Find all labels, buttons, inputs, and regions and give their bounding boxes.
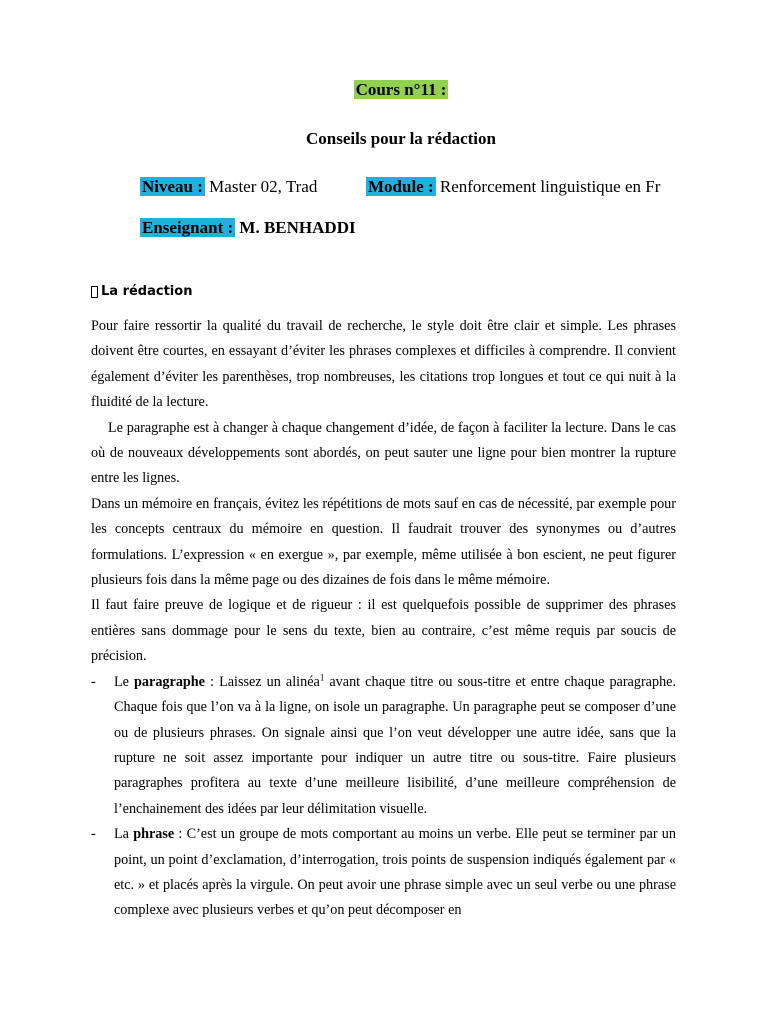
enseignant-value: M. BENHADDI [239,218,356,237]
list-item-prefix: La [114,826,134,843]
niveau-line [140,177,317,197]
course-number [0,80,768,100]
list-item-term: phrase [133,826,175,843]
body-text [91,314,676,924]
list-item-after-term: : Laissez un alinéa [204,673,320,690]
paragraph-3: Dans un mémoire en français, évitez les répétitions de mots sauf en cas de nécessité, par exemple pour les concepts centraux du mémoire en question. Il faudrait trouver des synonymes ou d’autres formulations. L’expression « en exergue », par exemple, même utilisée à bon escient, ne peut figurer plusieurs fois dans la même page ou des dizaines de fois dans le même mémoire. [91,495,676,589]
box-bullet-icon [91,286,98,298]
list-dash: - [91,673,96,690]
enseignant-label: Enseignant : [142,218,234,237]
footnote-ref[interactable]: 1 [319,671,325,682]
list-item [91,670,676,822]
course-number-text: Cours n°11 : [355,80,447,99]
list-dash: - [91,826,96,843]
paragraph-4: Il faut faire preuve de logique et de rigueur : il est quelquefois possible de supprimer des phrases entières sans dommage pour le sens du texte, bien au contraire, c’est même requis par soucis de précision. [91,597,676,665]
list-item-prefix: Le [114,673,135,690]
paragraph-2: Le paragraphe est à changer à chaque changement d’idée, de façon à faciliter la lecture. Dans le cas où de nouveaux développements sont abordés, on peut sauter une ligne pour bien montrer la rupture entre les lignes. [91,419,676,487]
enseignant-line [140,218,356,238]
list-item [91,822,676,924]
section-heading [91,284,192,299]
module-value: Renforcement linguistique en Fr [439,177,661,196]
section-heading-text: La rédaction [101,284,193,299]
list-item-term: paragraphe [134,673,205,690]
niveau-label: Niveau : [142,177,203,196]
list-item-rest: avant chaque titre ou sous-titre et entre chaque paragraphe. Chaque fois que l’on va à la ligne, on isole un paragraphe. Un paragraphe peut se composer d’une ou de plusieurs phrases. On signale ainsi que l’on veut développer une autre idée, sans que la rupture ne soit assez importante pour indiquer un autre titre ou sous-titre. Faire plusieurs paragraphes profitera au texte d’une meilleure lisibilité, d’une meilleure compréhension de l’enchainement des idées par leur délimitation visuelle. [114,673,677,817]
module-label: Module : [368,177,434,196]
module-line [366,177,660,197]
paragraph-1: Pour faire ressortir la qualité du travail de recherche, le style doit être clair et simple. Les phrases doivent être courtes, en essayant d’éviter les phrases complexes et difficiles à comprendre. Il convient également d’éviter les parenthèses, trop nombreuses, les citations trop longues et tout ce qui nuit à la fluidité de la lecture. [91,318,676,411]
definition-list [91,670,676,924]
list-item-after-term: : C’est un groupe de mots comportant au moins un verbe. Elle peut se terminer par un point, un point d’exclamation, d’interrogation, trois points de suspension indiqués également par « etc. » et placés après la virgule. On peut avoir une phrase simple avec un seul verbe ou une phrase complexe avec plusieurs verbes et qu’on peut décomposer en [114,826,676,919]
niveau-value: Master 02, Trad [209,177,318,196]
page-title: Conseils pour la rédaction [305,129,496,148]
